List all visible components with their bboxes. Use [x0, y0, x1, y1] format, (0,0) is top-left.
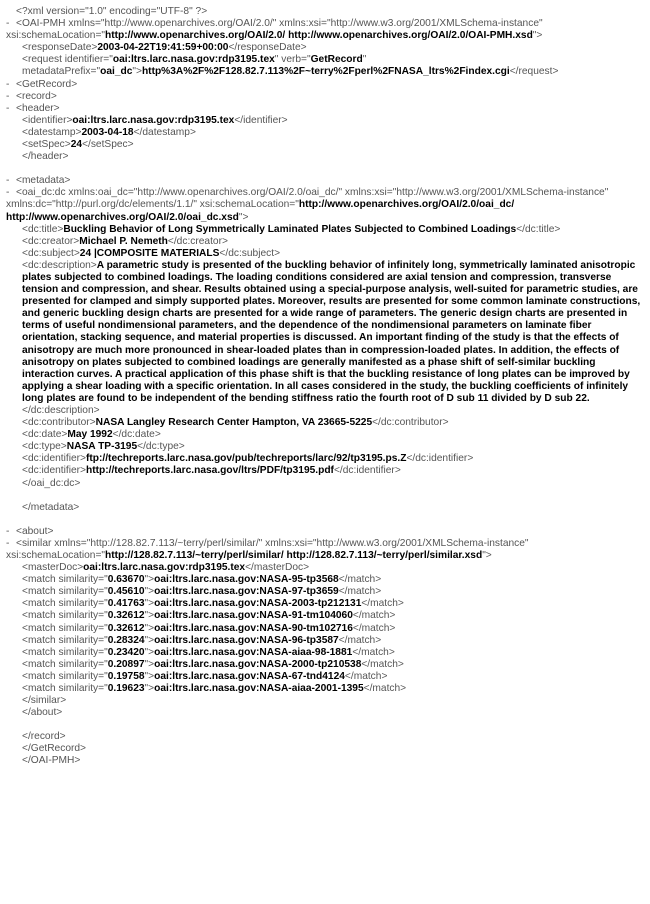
xml-markup: <request identifier=" — [22, 54, 113, 66]
xml-markup: "> — [144, 574, 155, 586]
xml-markup: </match> — [352, 610, 396, 622]
xml-markup: <dc:identifier> — [22, 453, 86, 465]
xml-markup: </dc:subject> — [219, 247, 281, 259]
xml-markup: <masterDoc> — [22, 562, 84, 574]
xml-value: 2003-04-18 — [81, 126, 134, 138]
xml-markup: </match> — [363, 682, 407, 694]
xml-line — [6, 695, 646, 707]
xml-markup: "> — [532, 30, 543, 42]
xml-line — [6, 103, 646, 115]
xml-value: NASA TP-3195 — [66, 441, 138, 453]
xml-value: A parametric study is presented of the buckling behavior of infinitely long, symmetrically laminated anisotropic plates subjected to combined loadings. The loading conditions considered are axial tension and compression, transverse tension and compression, and shear. Results obtained using a special-purpose analysis, well-suited for parametric studies, are presented for clamped and simply supported plates. Moreover, results are presented for some common laminate constructions, and generic buckling design charts are presented for a wide range of parameters. The generic design charts are presented in terms of useful nondimensional parameters, and the dependence of the nondimensional parameters on laminate fiber orientation, stacking sequence, and material properties is discussed. An important finding of the study is that the effects of anisotropy are much more pronounced in shear-loaded plates than in compression-loaded plates. In addition, the effects of anisotropy on plates subjected to combined loadings are generally manifested as a phase shift of self-similar buckling interaction curves. A practical application of this phase shift is that the buckling resistance of long plates can be improved by applying a shear loading with a specific orientation. In all cases considered in the study, the buckling coefficients of infinitely long plates are found to be independent of the bending stiffness ratio the fourth root of D sub 11 divided by D sub 22. — [22, 259, 644, 404]
xml-value: 0.45610 — [107, 586, 145, 598]
xml-value: oai:ltrs.larc.nasa.gov:NASA-95-tp3568 — [154, 574, 339, 586]
xml-markup: <metadata> — [16, 175, 71, 187]
xml-line — [6, 671, 646, 683]
xml-value: http://www.openarchives.org/OAI/2.0/ http://www.openarchives.org/OAI/2.0/OAI-PMH.xsd — [105, 30, 533, 42]
xml-markup: <match similarity=" — [22, 646, 108, 658]
xml-value: GetRecord — [310, 54, 363, 66]
xml-value: oai:ltrs.larc.nasa.gov:rdp3195.tex — [83, 562, 246, 574]
xml-value: oai:ltrs.larc.nasa.gov:rdp3195.tex — [72, 114, 235, 126]
xml-line — [6, 151, 646, 163]
xml-markup: </masterDoc> — [245, 562, 310, 574]
xml-markup: <dc:description> — [22, 259, 97, 271]
xml-markup: </dc:title> — [516, 223, 561, 235]
xml-line — [6, 115, 646, 127]
blank-line — [6, 490, 646, 502]
xml-markup: <record> — [16, 90, 57, 102]
xml-value: 0.41763 — [107, 598, 145, 610]
xml-line — [6, 755, 646, 767]
collapse-toggle[interactable]: - — [6, 537, 10, 549]
collapse-toggle[interactable]: - — [6, 525, 10, 537]
xml-line — [6, 598, 646, 610]
xml-value: 0.19758 — [107, 670, 145, 682]
xml-markup: <dc:subject> — [22, 247, 80, 259]
xml-markup: </responseDate> — [228, 42, 307, 54]
xml-markup: </dc:contributor> — [372, 417, 449, 429]
xml-value: http://www.openarchives.org/OAI/2.0/oai_dc/ http://www.openarchives.org/OAI/2.0/oai_dc.xsd — [6, 199, 518, 223]
xml-markup: <about> — [16, 525, 54, 537]
xml-line — [6, 175, 646, 187]
xml-markup: </record> — [22, 731, 66, 743]
xml-markup: " verb=" — [274, 54, 311, 66]
xml-value: Buckling Behavior of Long Symmetrically Laminated Plates Subjected to Combined Loadings — [63, 223, 517, 235]
xml-markup: " metadataPrefix=" — [22, 54, 370, 78]
xml-value: 0.19623 — [107, 682, 145, 694]
collapse-toggle[interactable]: - — [6, 175, 10, 187]
xml-markup: <header> — [16, 102, 60, 114]
xml-markup: </about> — [22, 707, 63, 719]
xml-line — [6, 574, 646, 586]
xml-markup: </dc:identifier> — [406, 453, 474, 465]
xml-line — [6, 248, 646, 260]
xml-markup: "> — [144, 598, 155, 610]
collapse-toggle[interactable]: - — [6, 90, 10, 102]
xml-markup: <match similarity=" — [22, 622, 108, 634]
xml-markup: </dc:description> — [22, 405, 100, 416]
xml-line — [6, 502, 646, 514]
xml-value: 0.23420 — [107, 646, 145, 658]
xml-markup: <dc:contributor> — [22, 417, 96, 429]
xml-value: http://techreports.larc.nasa.gov/ltrs/PDF/tp3195.pdf — [86, 465, 334, 477]
xml-line — [6, 743, 646, 755]
xml-value: May 1992 — [67, 429, 113, 441]
xml-line — [6, 478, 646, 490]
xml-line — [6, 538, 646, 562]
xml-value: http%3A%2F%2F128.82.7.113%2F~terry%2Fperl%2FNASA_ltrs%2Findex.cgi — [141, 66, 510, 78]
xml-markup: <datestamp> — [22, 126, 82, 138]
xml-line — [6, 224, 646, 236]
xml-markup: </match> — [338, 586, 382, 598]
xml-line — [6, 623, 646, 635]
xml-value: oai:ltrs.larc.nasa.gov:NASA-2000-tp210538 — [154, 658, 362, 670]
xml-markup: <dc:identifier> — [22, 465, 86, 477]
xml-value: oai:ltrs.larc.nasa.gov:NASA-97-tp3659 — [154, 586, 339, 598]
blank-line — [6, 719, 646, 731]
xml-markup: </oai_dc:dc> — [22, 477, 81, 489]
xml-value: oai:ltrs.larc.nasa.gov:NASA-90-tm102716 — [154, 622, 353, 634]
xml-markup: "> — [144, 586, 155, 598]
xml-value: oai:ltrs.larc.nasa.gov:rdp3195.tex — [112, 54, 275, 66]
xml-markup: "> — [132, 66, 142, 78]
xml-line — [6, 659, 646, 671]
xml-markup: </identifier> — [234, 114, 288, 126]
xml-markup: "> — [144, 658, 155, 670]
xml-value: NASA Langley Research Center Hampton, VA 23665-5225 — [95, 417, 373, 429]
xml-line — [6, 127, 646, 139]
xml-markup: </metadata> — [22, 501, 80, 513]
xml-line — [6, 42, 646, 54]
xml-line — [6, 139, 646, 151]
xml-markup: </match> — [344, 670, 388, 682]
xml-markup: <oai_dc:dc xmlns:oai_dc="http://www.openarchives.org/OAI/2.0/oai_dc/" xmlns:xsi="http://www.w3.org/2001/XMLSchema-instance" xmlns:dc="http://purl.org/dc/elements/1.1/" xsi:schemaLocation=" — [6, 187, 612, 211]
xml-line — [6, 707, 646, 719]
xml-line — [6, 441, 646, 453]
xml-value: oai:ltrs.larc.nasa.gov:NASA-96-tp3587 — [154, 634, 339, 646]
xml-line — [6, 465, 646, 477]
xml-markup: "> — [144, 622, 155, 634]
xml-value: 0.20897 — [107, 658, 145, 670]
xml-markup: <similar xmlns="http://128.82.7.113/~terry/perl/similar/" xmlns:xsi="http://www.w3.org/2001/XMLSchema-instance" xsi:schemaLocation=" — [6, 537, 532, 561]
xml-markup: <OAI-PMH xmlns="http://www.openarchives.org/OAI/2.0/" xmlns:xsi="http://www.w3.org/2001/XMLSchema-instance" xsi:schemaLocation=" — [6, 18, 546, 42]
xml-markup: "> — [144, 634, 155, 646]
xml-markup: </request> — [509, 66, 559, 78]
xml-value: 24 |COMPOSITE MATERIALS — [79, 247, 220, 259]
xml-markup: <match similarity=" — [22, 610, 108, 622]
xml-value: 24 — [70, 139, 83, 151]
xml-line — [6, 731, 646, 743]
xml-markup: "> — [144, 670, 155, 682]
xml-value: ftp://techreports.larc.nasa.gov/pub/techreports/larc/92/tp3195.ps.Z — [86, 453, 407, 465]
xml-markup: <dc:creator> — [22, 235, 80, 247]
xml-line — [6, 187, 646, 223]
xml-line — [6, 54, 646, 78]
xml-markup: </dc:type> — [137, 441, 185, 453]
xml-markup: </match> — [338, 574, 382, 586]
blank-line — [6, 514, 646, 526]
xml-line — [6, 236, 646, 248]
xml-markup: </similar> — [22, 695, 67, 707]
xml-line — [6, 429, 646, 441]
collapse-toggle[interactable]: - — [6, 18, 10, 30]
xml-value: oai:ltrs.larc.nasa.gov:NASA-aiaa-2001-1395 — [154, 682, 364, 694]
xml-markup: </OAI-PMH> — [22, 755, 81, 767]
xml-value: 0.63670 — [107, 574, 145, 586]
xml-line — [6, 79, 646, 91]
xml-markup: </dc:creator> — [167, 235, 228, 247]
xml-value: oai_dc — [100, 66, 133, 78]
xml-markup: <identifier> — [22, 114, 73, 126]
xml-markup: <match similarity=" — [22, 670, 108, 682]
xml-markup: </setSpec> — [82, 139, 134, 151]
xml-line — [6, 562, 646, 574]
xml-markup: </match> — [352, 622, 396, 634]
xml-markup: </header> — [22, 151, 69, 163]
xml-markup: </match> — [352, 646, 395, 658]
xml-markup: <match similarity=" — [22, 586, 108, 598]
xml-line — [6, 453, 646, 465]
xml-markup: <dc:title> — [22, 223, 64, 235]
xml-markup: "> — [144, 646, 155, 658]
xml-value: 2003-04-22T19:41:59+00:00 — [97, 42, 229, 54]
xml-markup: <dc:type> — [22, 441, 67, 453]
blank-line — [6, 163, 646, 175]
xml-markup: </match> — [338, 634, 382, 646]
xml-line — [6, 6, 646, 18]
xml-value: Michael P. Nemeth — [79, 235, 168, 247]
xml-value: http://128.82.7.113/~terry/perl/similar/ http://128.82.7.113/~terry/perl/similar.xsd — [105, 549, 483, 561]
xml-markup: <GetRecord> — [16, 78, 78, 90]
xml-markup: </datestamp> — [133, 126, 196, 138]
xml-line — [6, 417, 646, 429]
xml-markup: </GetRecord> — [22, 743, 86, 755]
xml-value: oai:ltrs.larc.nasa.gov:NASA-aiaa-98-1881 — [154, 646, 353, 658]
xml-markup: <match similarity=" — [22, 682, 108, 694]
xml-line — [6, 526, 646, 538]
xml-value: 0.32612 — [107, 610, 145, 622]
xml-line — [6, 610, 646, 622]
xml-markup: <responseDate> — [22, 42, 98, 54]
xml-markup: <match similarity=" — [22, 634, 108, 646]
xml-markup: <match similarity=" — [22, 658, 108, 670]
xml-line — [6, 586, 646, 598]
xml-line — [6, 91, 646, 103]
xml-markup: </match> — [361, 658, 404, 670]
xml-value: 0.28324 — [107, 634, 145, 646]
xml-line — [6, 647, 646, 659]
xml-markup: <setSpec> — [22, 139, 71, 151]
collapse-toggle[interactable]: - — [6, 187, 10, 199]
collapse-toggle[interactable]: - — [6, 78, 10, 90]
xml-markup: </dc:identifier> — [333, 465, 401, 477]
xml-markup: "> — [144, 682, 155, 694]
collapse-toggle[interactable]: - — [6, 102, 10, 114]
xml-line — [6, 683, 646, 695]
xml-value: 0.32612 — [107, 622, 145, 634]
xml-markup: "> — [238, 211, 249, 223]
xml-value: oai:ltrs.larc.nasa.gov:NASA-67-tnd4124 — [154, 670, 345, 682]
xml-markup: </match> — [361, 598, 404, 610]
xml-markup: <?xml version="1.0" encoding="UTF-8" ?> — [16, 6, 208, 17]
xml-line — [6, 18, 646, 42]
xml-markup: </dc:date> — [112, 429, 161, 441]
xml-markup: <match similarity=" — [22, 574, 108, 586]
xml-line — [6, 635, 646, 647]
xml-value: oai:ltrs.larc.nasa.gov:NASA-91-tm104060 — [154, 610, 353, 622]
xml-value: oai:ltrs.larc.nasa.gov:NASA-2003-tp212131 — [154, 598, 362, 610]
xml-markup: <match similarity=" — [22, 598, 108, 610]
xml-line — [6, 260, 646, 417]
xml-markup: "> — [482, 549, 492, 561]
xml-markup: "> — [144, 610, 155, 622]
xml-markup: <dc:date> — [22, 429, 68, 441]
